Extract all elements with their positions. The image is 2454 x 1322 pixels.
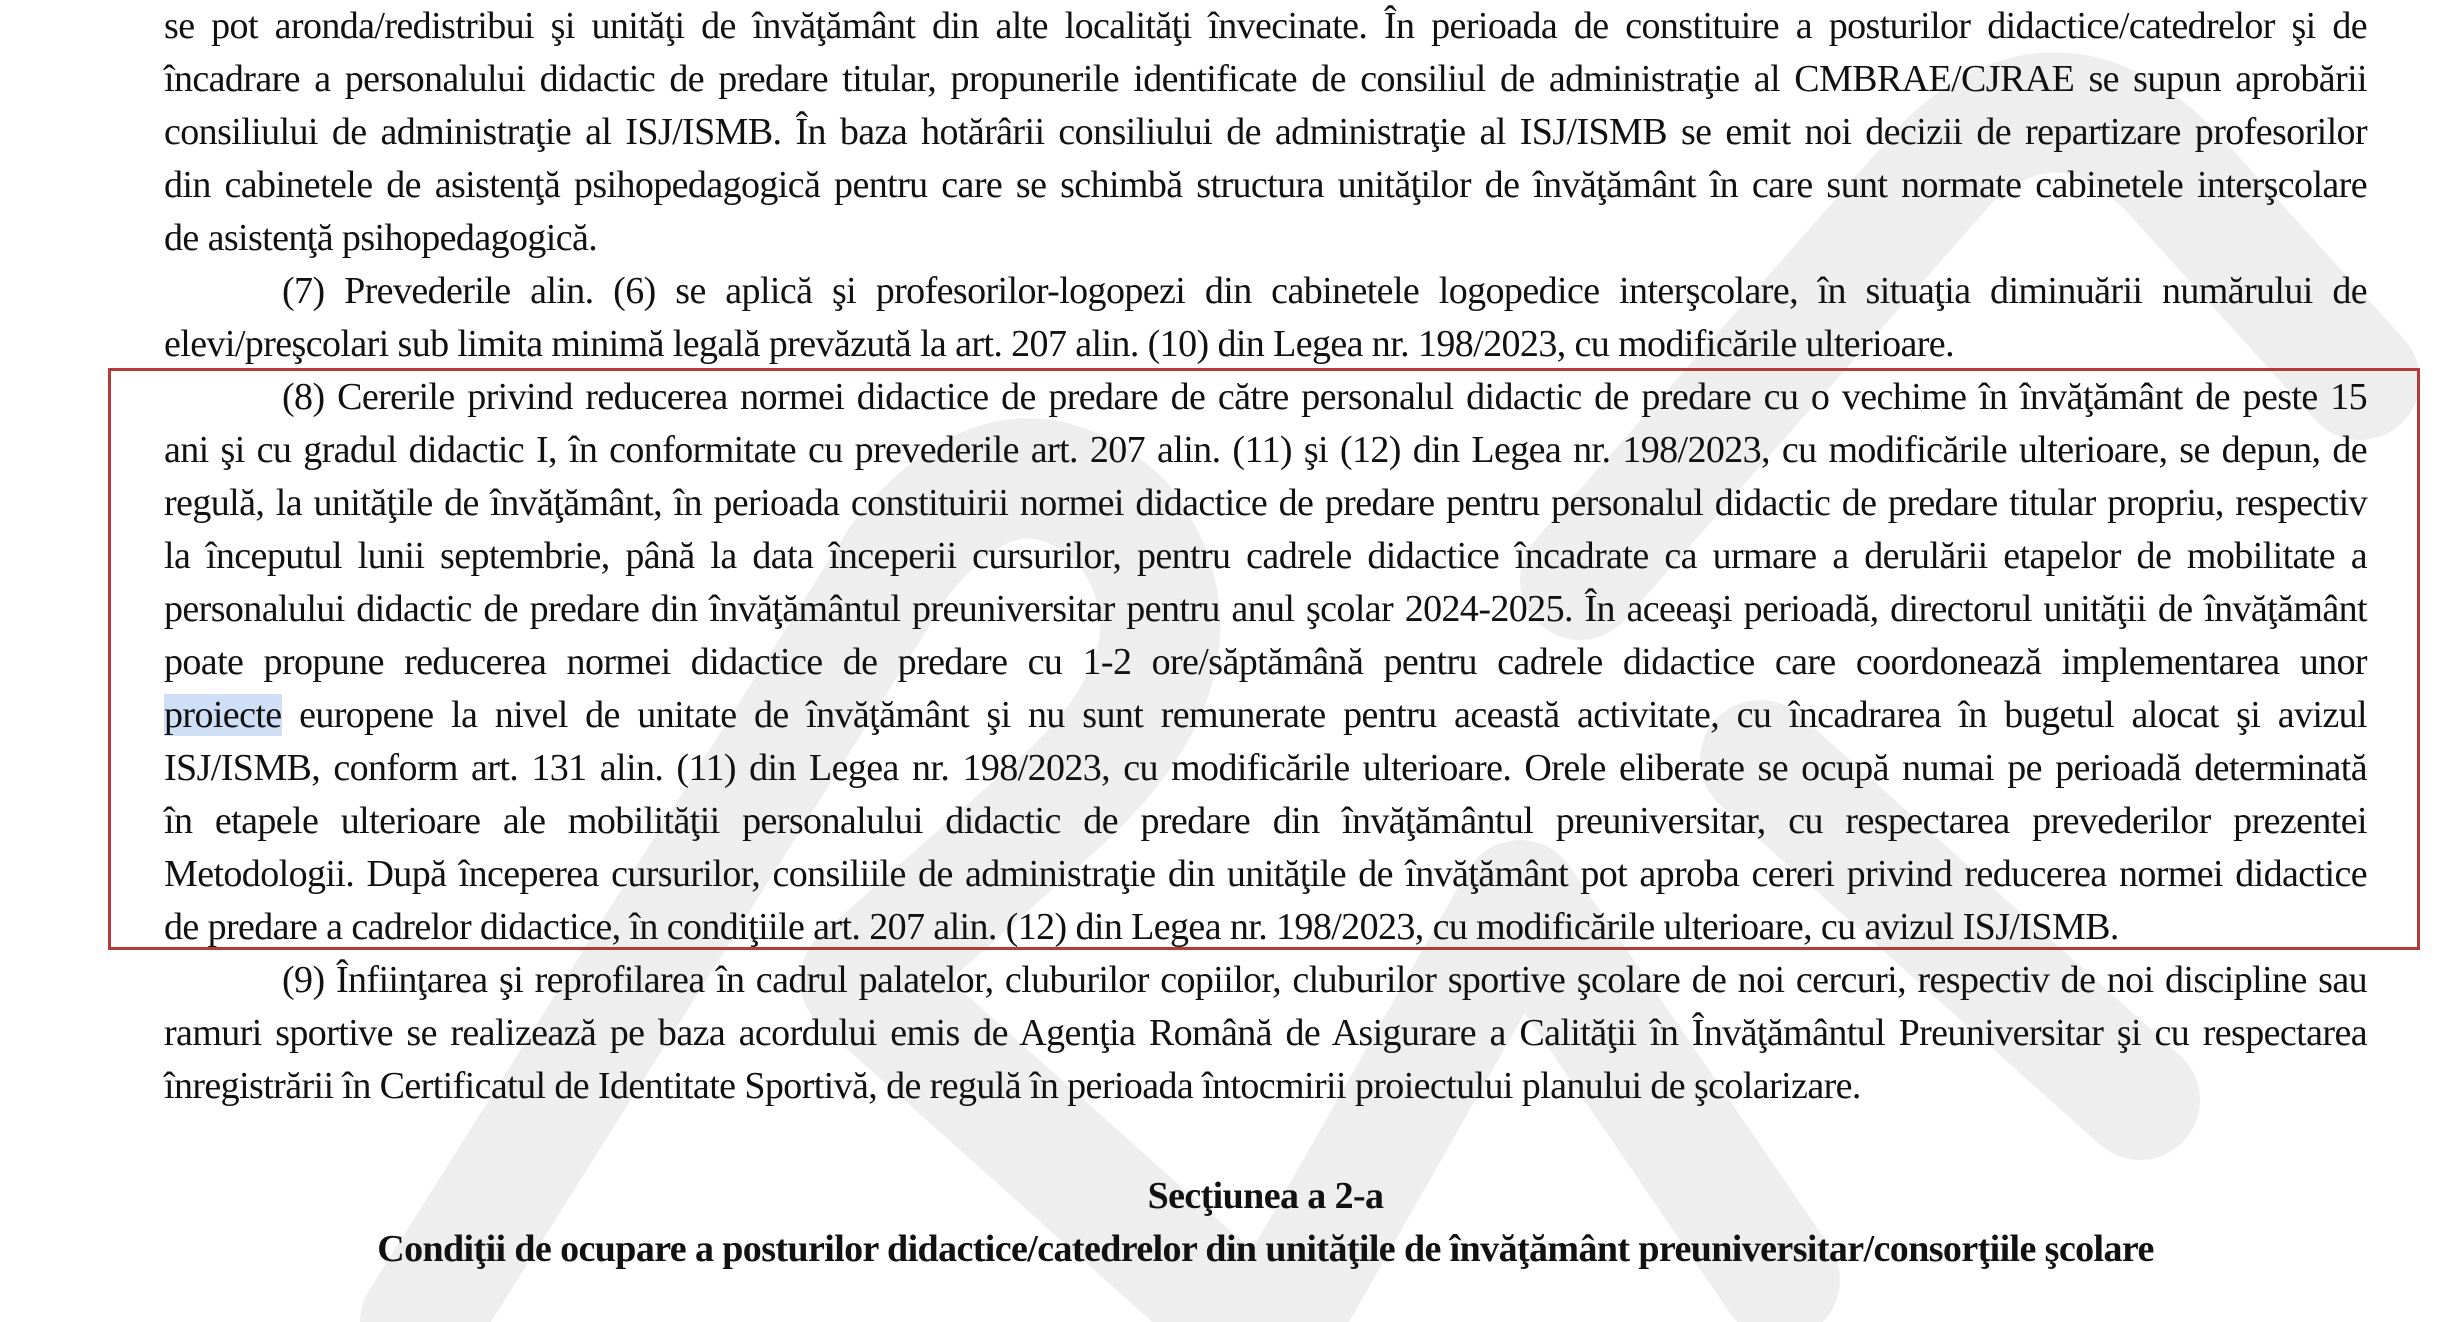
selected-word[interactable]: proiecte [164,694,282,736]
text-line: regulă, la unităţile de învăţământ, în perioada constituirii normei didactice de predare pentru personalul didactic de predare titular propriu, respectiv [164,482,2367,524]
text-line: la începutul lunii septembrie, până la data începerii cursurilor, pentru cadrele didactice încadrate ca urmare a derulării etapelor de mobilitate a [164,535,2367,577]
text-line: ISJ/ISMB, conform art. 131 alin. (11) din Legea nr. 198/2023, cu modificările ulterioare. Orele eliberate se ocupă numai pe perioadă determinată [164,747,2367,789]
text-line: elevi/preşcolari sub limita minimă legală prevăzută la art. 207 alin. (10) din Legea nr. 198/2023, cu modificările ulterioare. [164,323,1954,365]
text-line: Metodologii. După începerea cursurilor, consiliile de administraţie din unităţile de învăţământ pot aproba cereri privind reducerea normei didactice [164,853,2367,895]
text-line: din cabinetele de asistenţă psihopedagogică pentru care se schimbă structura unităţilor de învăţământ în care sunt normate cabinetele interşcolare [164,164,2367,206]
text-span: europene la nivel de unitate de învăţământ şi nu sunt remunerate pentru această activitate, cu încadrarea în bugetul alocat şi avizul [299,694,2367,736]
highlight-box [108,368,2420,950]
text-line: se pot aronda/redistribui şi unităţi de învăţământ din alte localităţi învecinate. În perioada de constituire a posturilor didactice/catedrelor şi de [164,5,2367,47]
text-line: ramuri sportive se realizează pe baza acordului emis de Agenţia Română de Asigurare a Calităţii în Învăţământul Preuniversitar şi cu respectarea [164,1012,2367,1054]
paragraph-7-line: (7) Prevederile alin. (6) se aplică şi profesorilor-logopezi din cabinetele logopedice interşcolare, în situaţia diminuării numărului de [282,270,2367,312]
text-line: încadrare a personalului didactic de predare titular, propunerile identificate de consiliul de administraţie al CMBRAE/CJRAE se supun aprobării [164,58,2367,100]
text-line: de asistenţă psihopedagogică. [164,217,598,259]
section-title: Secţiunea a 2-a [1147,1175,1384,1217]
text-line: poate propune reducerea normei didactice de predare cu 1-2 ore/săptămână pentru cadrele didactice care coordonează implementarea unor [164,641,2367,683]
text-line: personalului didactic de predare din învăţământul preuniversitar pentru anul şcolar 2024-2025. În aceeaşi perioadă, directorul unităţii de învăţământ [164,588,2367,630]
text-line: înregistrării în Certificatul de Identitate Sportivă, de regulă în perioada întocmirii proiectului planului de şcolarizare. [164,1065,1861,1107]
text-line: ani şi cu gradul didactic I, în conformitate cu prevederile art. 207 alin. (11) şi (12) din Legea nr. 198/2023, cu modificările ulterioare, se depun, de [164,429,2367,471]
text-line: consiliului de administraţie al ISJ/ISMB. În baza hotărârii consiliului de administraţie al ISJ/ISMB se emit noi decizii de repartizare profesorilor [164,111,2367,153]
paragraph-8-line: (8) Cererile privind reducerea normei didactice de predare de către personalul didactic de predare cu o vechime în învăţământ de peste 15 [282,376,2367,418]
section-subtitle: Condiţii de ocupare a posturilor didactice/catedrelor din unităţile de învăţământ preuniversitar/consorţiile şcolare [377,1228,2154,1270]
paragraph-9-line: (9) Înfiinţarea şi reprofilarea în cadrul palatelor, cluburilor copiilor, cluburilor sportive şcolare de noi cercuri, respectiv de noi discipline sau [282,959,2367,1001]
text-line: în etapele ulterioare ale mobilităţii personalului didactic de predare din învăţământul preuniversitar, cu respectarea prevederilor prezentei [164,800,2367,842]
text-line: de predare a cadrelor didactice, în condiţiile art. 207 alin. (12) din Legea nr. 198/2023, cu modificările ulterioare, cu avizul ISJ/ISMB. [164,906,2119,948]
